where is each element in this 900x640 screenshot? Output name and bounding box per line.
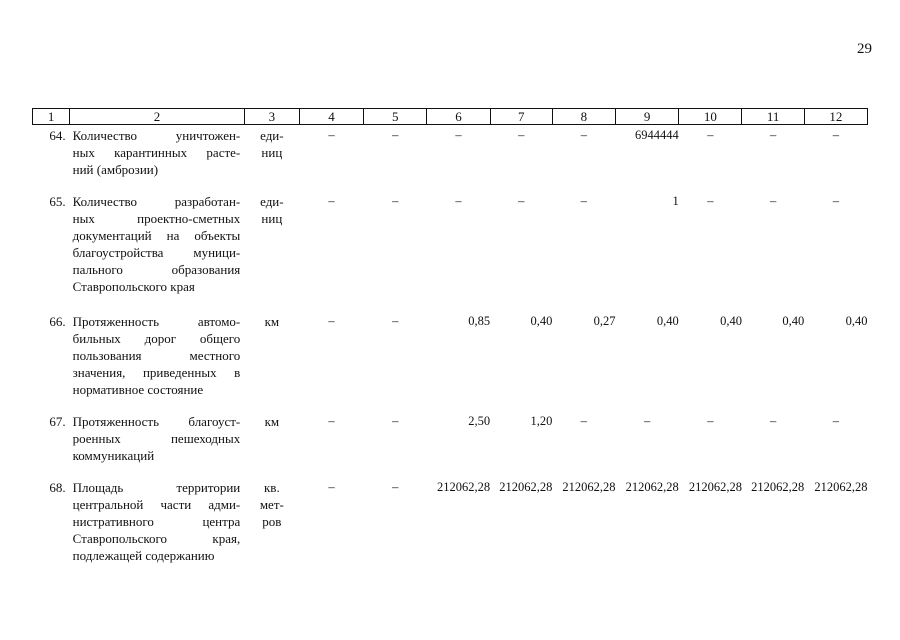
value-cell: – bbox=[392, 414, 399, 428]
column-header: 4 bbox=[299, 109, 363, 125]
column-header: 2 bbox=[70, 109, 245, 125]
column-header: 10 bbox=[679, 109, 742, 125]
indicator-name bbox=[70, 477, 245, 564]
value-cell: – bbox=[392, 480, 399, 494]
indicator-name-line: пользования местного bbox=[72, 348, 241, 363]
indicator-name-line: значения, приведенных в bbox=[72, 365, 241, 380]
table-row bbox=[33, 125, 868, 192]
column-header: 12 bbox=[804, 109, 867, 125]
value-cell: – bbox=[707, 194, 714, 208]
unit-of-measure bbox=[244, 311, 299, 411]
column-header: 7 bbox=[490, 109, 552, 125]
indicator-name-line: Площадь территории bbox=[72, 480, 241, 495]
value-cell: 1 bbox=[672, 194, 679, 208]
value-cell: – bbox=[328, 314, 335, 328]
value-cell: 1,20 bbox=[530, 414, 553, 428]
indicator-name-line: документаций на объекты bbox=[72, 228, 241, 243]
indicator-name-line: коммуникаций bbox=[72, 448, 155, 463]
value-cell: – bbox=[328, 194, 335, 208]
indicator-name bbox=[70, 311, 245, 411]
value-cell: 2,50 bbox=[468, 414, 491, 428]
row-number: 65. bbox=[49, 194, 66, 209]
value-cell: – bbox=[328, 128, 335, 142]
value-cell: – bbox=[392, 128, 399, 142]
table-row bbox=[33, 191, 868, 311]
indicator-name-line: Ставропольского края, bbox=[72, 531, 241, 546]
indicator-name bbox=[70, 191, 245, 311]
column-header: 5 bbox=[364, 109, 427, 125]
value-cell: 212062,28 bbox=[688, 480, 742, 494]
value-cell: – bbox=[455, 194, 462, 208]
indicator-name-line: ных проектно-сметных bbox=[72, 211, 241, 226]
unit-line: мет- bbox=[259, 497, 284, 512]
value-cell: – bbox=[832, 414, 839, 428]
indicator-name-line: роенных пешеходных bbox=[72, 431, 241, 446]
value-cell: – bbox=[832, 128, 839, 142]
value-cell: – bbox=[769, 194, 777, 208]
indicator-name bbox=[70, 411, 245, 477]
value-cell: – bbox=[392, 314, 399, 328]
column-number-header bbox=[33, 109, 868, 125]
unit-of-measure bbox=[244, 125, 299, 192]
value-cell: – bbox=[707, 414, 714, 428]
row-number: 66. bbox=[49, 314, 66, 329]
value-cell: – bbox=[328, 414, 335, 428]
table-body bbox=[33, 125, 868, 565]
unit-line: ниц bbox=[261, 145, 283, 160]
value-cell: 212062,28 bbox=[625, 480, 679, 494]
value-cell: 212062,28 bbox=[436, 480, 491, 494]
unit-of-measure bbox=[244, 191, 299, 311]
table-row bbox=[33, 411, 868, 477]
value-cell: 212062,28 bbox=[814, 480, 868, 494]
indicator-name-line: нормативное состояние bbox=[72, 382, 204, 397]
unit-line: ниц bbox=[261, 211, 283, 226]
unit-of-measure bbox=[244, 411, 299, 477]
indicator-name-line: благоустройства муници- bbox=[72, 245, 241, 260]
row-number: 67. bbox=[49, 414, 66, 429]
indicator-name-line: Протяженность автомо- bbox=[72, 314, 241, 329]
table-row bbox=[33, 311, 868, 411]
row-number: 64. bbox=[49, 128, 66, 143]
row-number: 68. bbox=[49, 480, 66, 495]
value-cell: – bbox=[455, 128, 462, 142]
table-row bbox=[33, 477, 868, 564]
indicator-name-line: подлежащей содержанию bbox=[72, 548, 215, 563]
column-header: 11 bbox=[742, 109, 804, 125]
indicator-name-line: Количество уничтожен- bbox=[72, 128, 241, 143]
indicator-name-line: пального образования bbox=[72, 262, 241, 277]
value-cell: – bbox=[392, 194, 399, 208]
unit-line: ров bbox=[262, 514, 282, 529]
unit-line: кв. bbox=[263, 480, 280, 495]
value-cell: – bbox=[518, 194, 525, 208]
value-cell: – bbox=[707, 128, 714, 142]
value-cell: – bbox=[832, 194, 839, 208]
value-cell: – bbox=[580, 194, 588, 208]
column-header: 9 bbox=[616, 109, 679, 125]
value-cell: – bbox=[769, 128, 777, 142]
indicator-name-line: центральной части адми- bbox=[72, 497, 241, 512]
column-header: 8 bbox=[552, 109, 615, 125]
unit-line: км bbox=[264, 314, 280, 329]
indicators-table bbox=[32, 108, 868, 564]
value-cell: – bbox=[580, 414, 588, 428]
value-cell: 212062,28 bbox=[499, 480, 553, 494]
indicator-name-line: ний (амброзии) bbox=[72, 162, 159, 177]
value-cell: 0,85 bbox=[468, 314, 491, 328]
value-cell: 0,40 bbox=[656, 314, 679, 328]
value-cell: 6944444 bbox=[635, 128, 679, 142]
value-cell: 0,40 bbox=[720, 314, 742, 328]
column-header: 1 bbox=[33, 109, 70, 125]
column-header: 6 bbox=[427, 109, 490, 125]
indicator-name bbox=[70, 125, 245, 192]
unit-line: еди- bbox=[260, 194, 284, 209]
unit-line: еди- bbox=[260, 128, 284, 143]
value-cell: 0,40 bbox=[530, 314, 553, 328]
column-header: 3 bbox=[244, 109, 299, 125]
indicator-name-line: Ставропольского края bbox=[72, 279, 195, 294]
unit-line: км bbox=[264, 414, 280, 429]
value-cell: 212062,28 bbox=[751, 480, 805, 494]
value-cell: 0,40 bbox=[782, 314, 805, 328]
indicator-name-line: Количество разработан- bbox=[72, 194, 241, 209]
value-cell: 212062,28 bbox=[562, 480, 616, 494]
value-cell: – bbox=[769, 414, 777, 428]
value-cell: – bbox=[328, 480, 335, 494]
unit-of-measure bbox=[244, 477, 299, 564]
value-cell: 0,40 bbox=[845, 314, 868, 328]
value-cell: – bbox=[580, 128, 588, 142]
indicator-name-line: ных карантинных расте- bbox=[72, 145, 241, 160]
indicator-name-line: бильных дорог общего bbox=[72, 331, 241, 346]
value-cell: – bbox=[518, 128, 525, 142]
page-number: 29 bbox=[857, 41, 872, 57]
value-cell: – bbox=[644, 414, 651, 428]
indicator-name-line: нистративного центра bbox=[72, 514, 241, 529]
value-cell: 0,27 bbox=[593, 314, 616, 328]
indicator-name-line: Протяженность благоуст- bbox=[72, 414, 241, 429]
